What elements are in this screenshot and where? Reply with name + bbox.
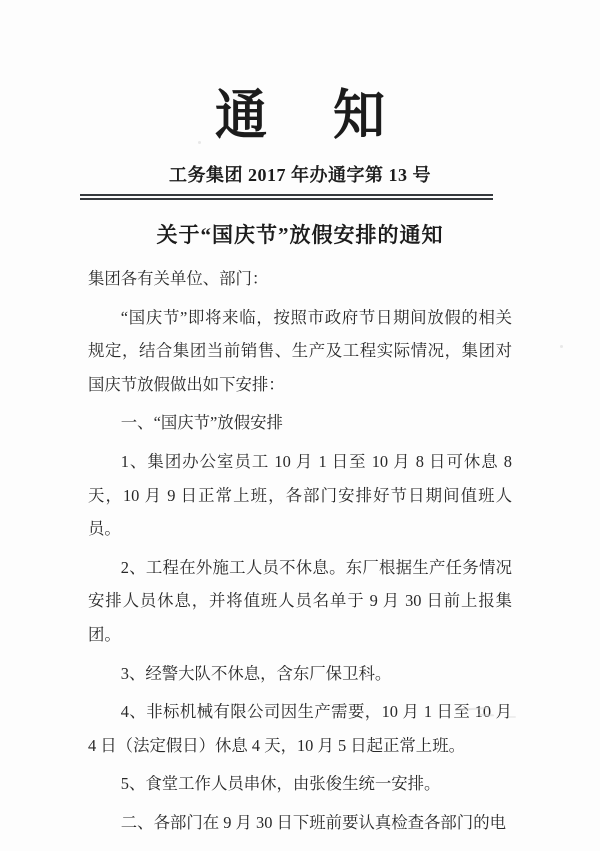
body-paragraph: 5、食堂工作人员串休，由张俊生统一安排。 xyxy=(120,774,441,794)
scan-speck xyxy=(198,141,201,144)
scan-speck xyxy=(560,345,563,348)
paragraph-list xyxy=(88,301,512,840)
document-number: 工务集团 2017 年办通字第 13 号 xyxy=(169,165,431,185)
body-paragraph: 一、“国庆节”放假安排 xyxy=(120,413,283,433)
calligraphy-title: 通知 xyxy=(214,86,451,147)
notice-heading: 关于“国庆节”放假安排的通知 xyxy=(156,223,444,247)
body-paragraph: 2、工程在外施工人员不休息。东厂根据生产任务情况安排人员休息，并将值班人员名单于 9 月 30 日前上报集团。 xyxy=(88,557,512,644)
header-divider-rule xyxy=(80,194,493,200)
body-paragraph: “国庆节”即将来临，按照市政府节日期间放假的相关规定，结合集团当前销售、生产及工程实际情况，集团对国庆节放假做出如下安排： xyxy=(88,307,512,394)
scan-smudge xyxy=(508,716,516,718)
body-paragraph: 4、非标机械有限公司因生产需要，10 月 1 日至 10 月 4 日（法定假日）休息 4 天，10 月 5 日起正常上班。 xyxy=(88,702,512,755)
body-paragraph: 3、经警大队不休息，含东厂保卫科。 xyxy=(120,663,392,683)
salutation-line: 集团各有关单位、部门： xyxy=(88,269,269,288)
document-body xyxy=(88,262,512,845)
body-paragraph: 二、各部门在 9 月 30 日下班前要认真检查各部门的电 xyxy=(120,812,506,832)
body-paragraph: 1、集团办公室员工 10 月 1 日至 10 月 8 日可休息 8 天，10 月 9 日正常上班，各部门安排好节日期间值班人员。 xyxy=(88,451,512,539)
